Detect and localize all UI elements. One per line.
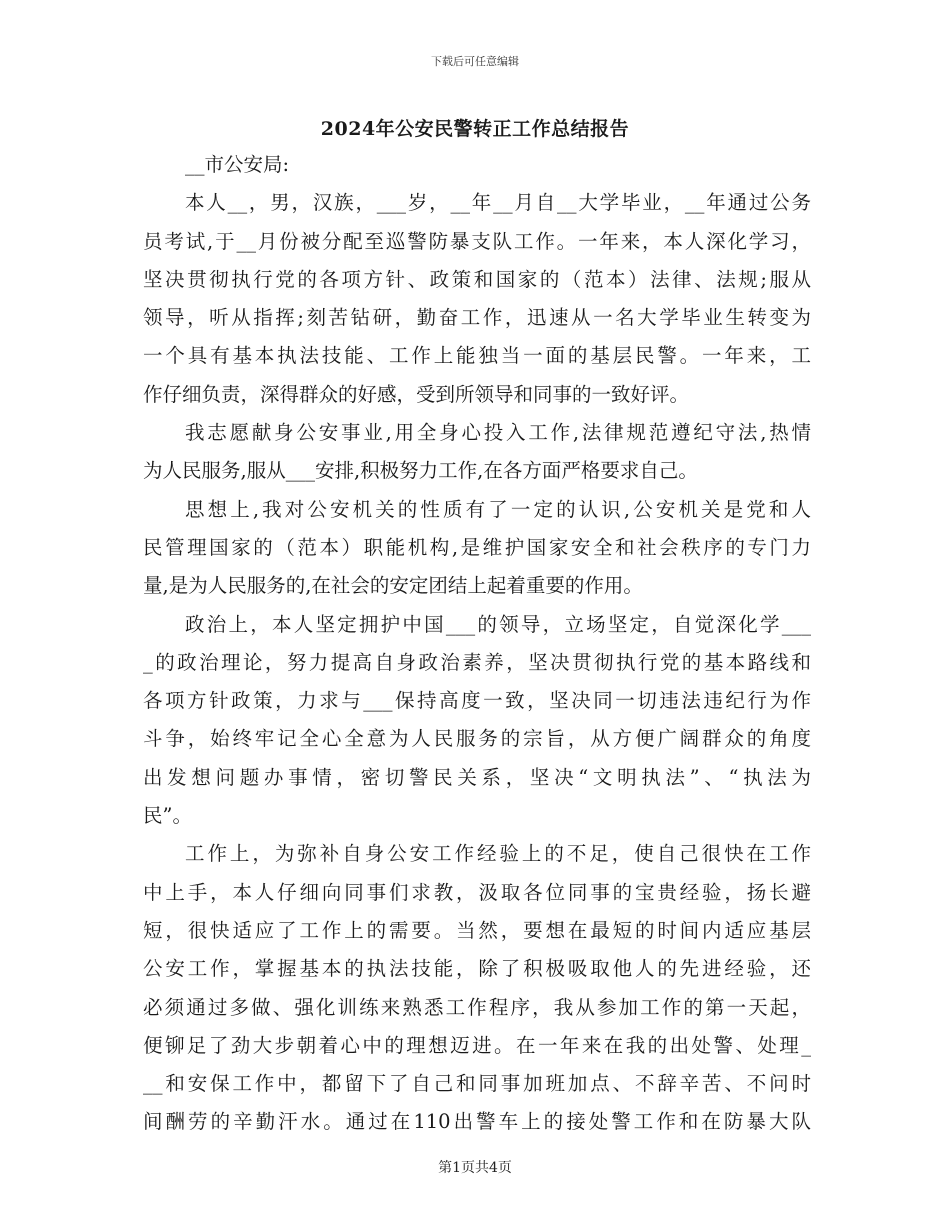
text-line: 作仔细负责，深得群众的好感，受到所领导和同事的一致好评。	[143, 382, 690, 406]
page-header-note: 下载后可任意编辑	[431, 55, 519, 68]
text-line: 员考试,于__月份被分配至巡警防暴支队工作。一年来，本人深化学习，	[143, 229, 811, 253]
text-line: 必须通过多做、强化训练来熟悉工作程序，我从参加工作的第一天起，	[143, 995, 811, 1019]
text-line: 一个具有基本执法技能、工作上能独当一面的基层民警。一年来，工	[143, 344, 811, 368]
text-line: 公安工作，掌握基本的执法技能，除了积极吸取他人的先进经验，还	[143, 957, 811, 981]
text-line: 我志愿献身公安事业,用全身心投入工作,法律规范遵纪守法,热情	[185, 421, 811, 445]
text-line: __和安保工作中，都留下了自己和同事加班加点、不辞辛苦、不问时	[143, 1072, 811, 1096]
text-line: 量,是为人民服务的,在社会的安定团结上起着重要的作用。	[143, 574, 643, 598]
text-line: 各项方针政策，力求与___保持高度一致，坚决同一切违法违纪行为作	[143, 689, 811, 713]
text-line: 民”。	[143, 804, 192, 828]
text-line: 民管理国家的（范本）职能机构,是维护国家安全和社会秩序的专门力	[143, 535, 811, 559]
text-line: 斗争，始终牢记全心全意为人民服务的宗旨，从方便广阔群众的角度	[143, 727, 811, 751]
text-line: __市公安局:	[185, 153, 290, 176]
text-line: _的政治理论，努力提高自身政治素养，坚决贯彻执行党的基本路线和	[143, 650, 811, 674]
text-line: 坚决贯彻执行党的各项方针、政策和国家的（范本）法律、法规;服从	[143, 267, 811, 291]
text-line: 为人民服务,服从___安排,积极努力工作,在各方面严格要求自己。	[143, 459, 698, 483]
text-line: 思想上,我对公安机关的性质有了一定的认识,公安机关是党和人	[185, 497, 811, 521]
text-line: 便铆足了劲大步朝着心中的理想迈进。在一年来在我的出处警、处理_	[143, 1033, 811, 1057]
text-line: 工作上，为弥补自身公安工作经验上的不足，使自己很快在工作	[185, 842, 811, 866]
text-line: 间酬劳的辛勤汗水。通过在110出警车上的接处警工作和在防暴大队	[143, 1110, 811, 1134]
text-line: 领导，听从指挥;刻苦钻研，勤奋工作，迅速从一名大学毕业生转变为	[143, 306, 811, 330]
document-title: 2024年公安民警转正工作总结报告	[320, 118, 630, 140]
text-line: 短，很快适应了工作上的需要。当然，要想在最短的时间内适应基层	[143, 918, 811, 942]
text-line: 出发想问题办事情，密切警民关系，坚决“文明执法”、“执法为	[143, 765, 811, 789]
text-line: 中上手，本人仔细向同事们求教，汲取各位同事的宝贵经验，扬长避	[143, 880, 811, 904]
text-line: 本人__，男，汉族，___岁，__年__月自__大学毕业，__年通过公务	[185, 191, 811, 215]
page-number-footer: 第1页共4页	[438, 1160, 512, 1176]
document-body	[143, 146, 811, 1142]
text-line: 政治上，本人坚定拥护中国___的领导，立场坚定，自觉深化学___	[185, 612, 811, 636]
